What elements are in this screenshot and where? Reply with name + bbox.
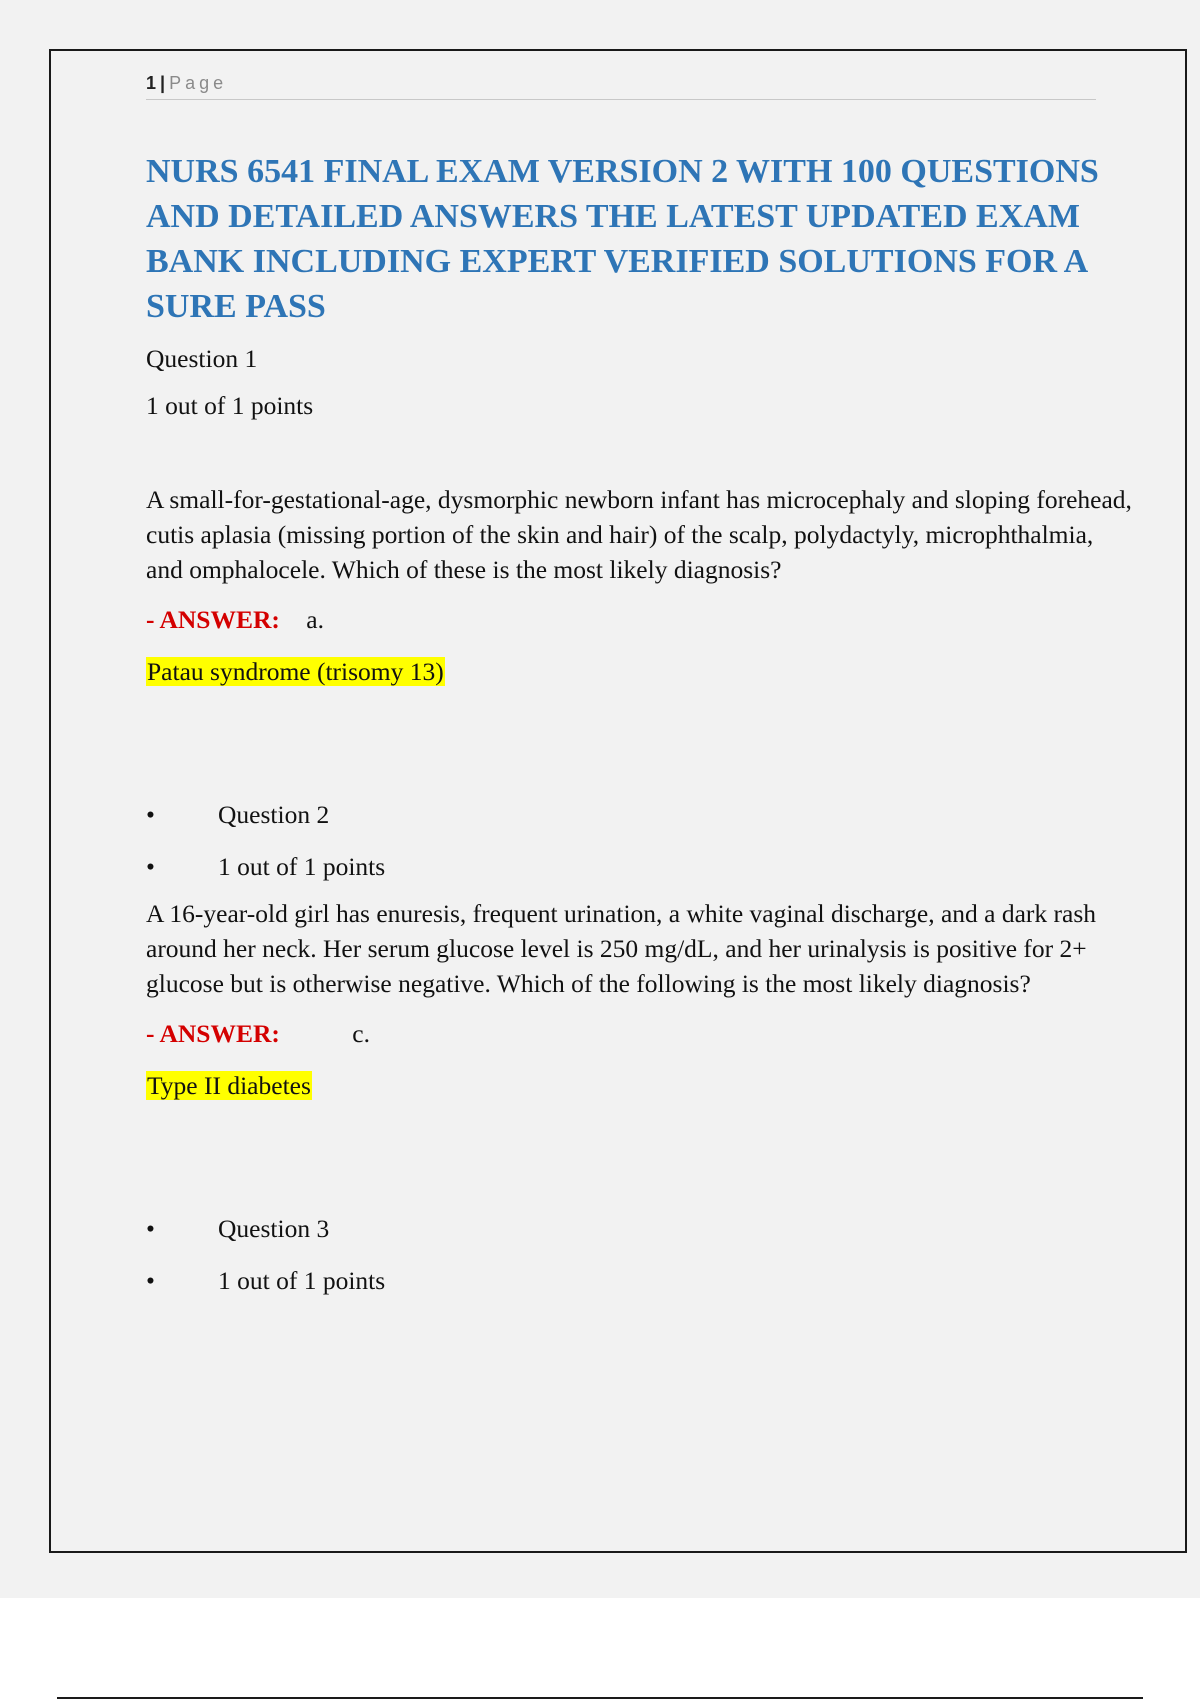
q1-answer-text: Patau syndrome (trisomy 13) <box>147 657 444 686</box>
next-page-top-rule <box>57 1697 1143 1699</box>
q1-question-text: A small-for-gestational-age, dysmorphic newborn infant has microcephaly and sloping forehead, cutis aplasia (missing portion of the skin and hair) of the scalp, polydactyly, microphthalmia, and omphalocele. Which of these is the most likely diagnosis? <box>146 485 1132 584</box>
q2-answer-label: - ANSWER: <box>146 1019 280 1048</box>
bullet-icon: • <box>146 1214 155 1243</box>
q2-answer-text-line <box>146 1068 1136 1103</box>
document-title: NURS 6541 FINAL EXAM VERSION 2 WITH 100 QUESTIONS AND DETAILED ANSWERS THE LATEST UPDATED EXAM BANK INCLUDING EXPERT VERIFIED SOLUTIONS FOR A SURE PASS <box>146 153 1099 325</box>
q1-answer-letter: a. <box>306 605 324 634</box>
bullet-icon: • <box>146 1266 155 1295</box>
q2-question-text: A 16-year-old girl has enuresis, frequent urination, a white vaginal discharge, and a dark rash around her neck. Her serum glucose level is 250 mg/dL, and her urinalysis is positive for 2+ glucose but is otherwise negative. Which of the following is the most likely diagnosis? <box>146 899 1096 998</box>
q3-points: 1 out of 1 points <box>218 1266 386 1295</box>
q1-answer-line <box>146 602 1136 637</box>
q2-label: Question 2 <box>218 800 330 829</box>
q1-label: Question 1 <box>146 344 258 373</box>
document-content <box>146 341 1136 1298</box>
page-number: 1 <box>146 73 157 93</box>
q3-points-row <box>146 1263 1136 1298</box>
page-header <box>146 73 1096 100</box>
q3-label: Question 3 <box>218 1214 330 1243</box>
q2-points: 1 out of 1 points <box>218 852 386 881</box>
q2-label-row <box>146 797 1136 832</box>
document-page <box>49 49 1187 1553</box>
q1-points: 1 out of 1 points <box>146 391 314 420</box>
q2-answer-text: Type II diabetes <box>147 1071 311 1100</box>
page-word: Page <box>169 73 228 93</box>
q1-answer-text-line <box>146 654 1136 689</box>
page-header-separator: | <box>160 73 166 93</box>
q2-answer-letter: c. <box>352 1019 370 1048</box>
q3-label-row <box>146 1211 1136 1246</box>
bullet-icon: • <box>146 800 155 829</box>
bullet-icon: • <box>146 852 155 881</box>
q1-answer-label: - ANSWER: <box>146 605 280 634</box>
q2-points-row <box>146 849 1136 884</box>
q2-answer-line <box>146 1016 1136 1051</box>
